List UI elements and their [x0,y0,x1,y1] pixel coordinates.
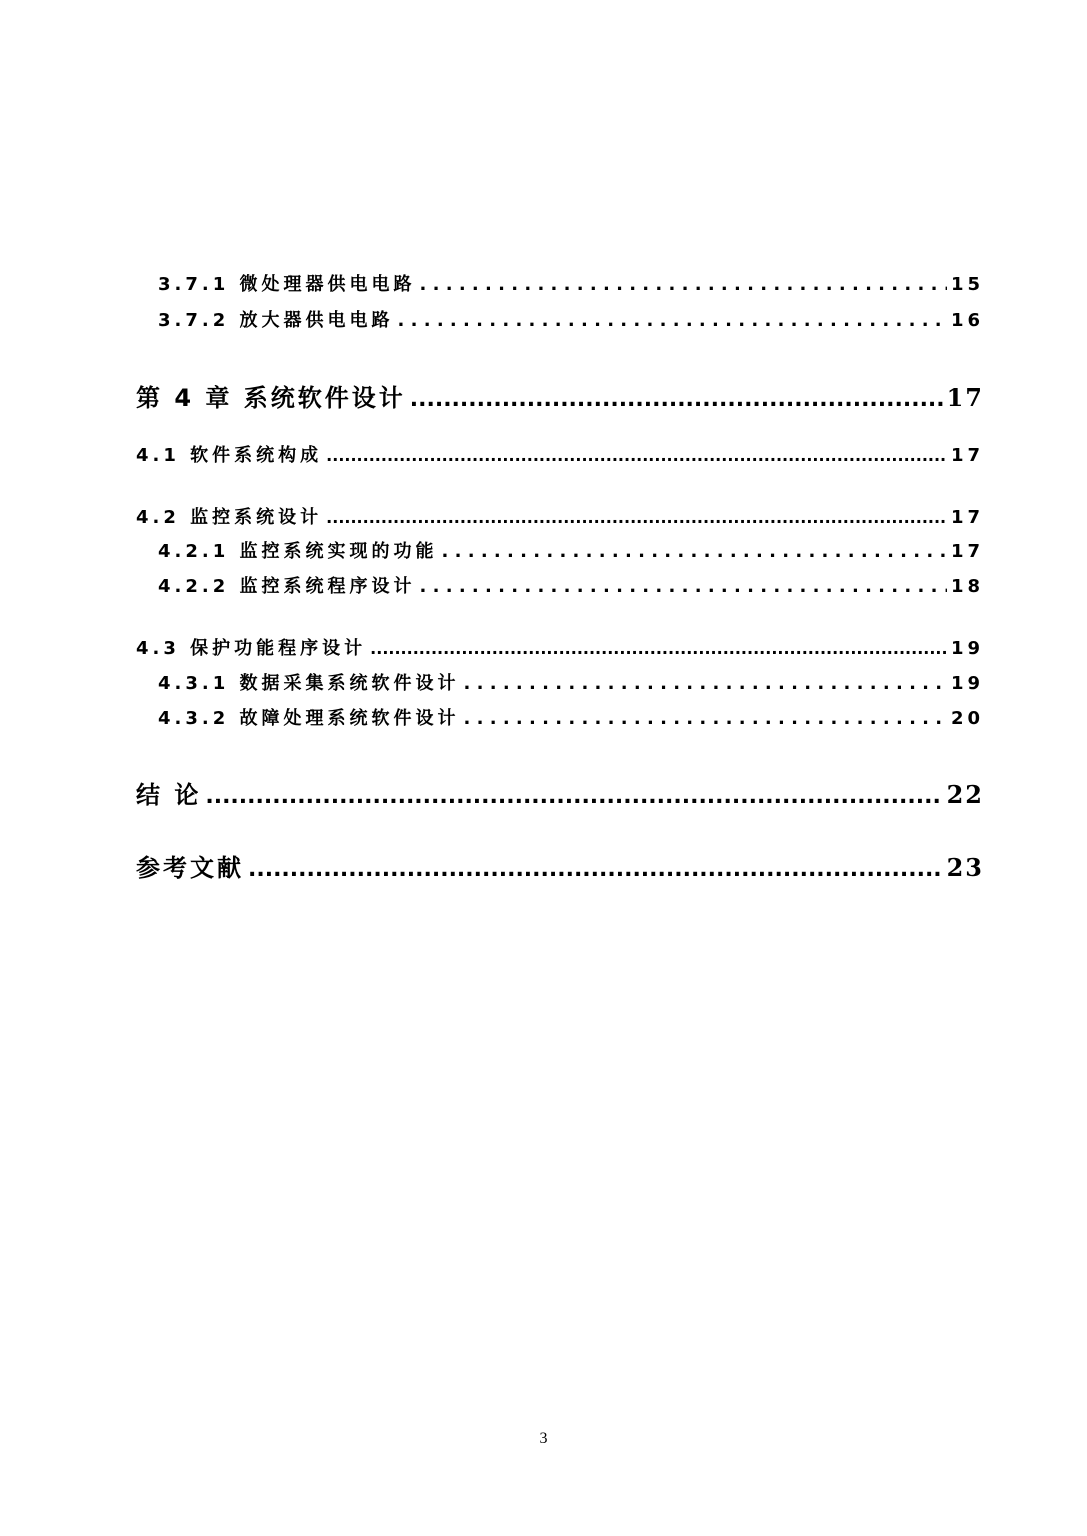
toc-entry-page: 17 [950,541,984,562]
toc-entry-page: 17 [946,383,984,412]
toc-dot-leader [420,576,947,597]
toc-dot-leader [410,387,943,412]
page-number: 3 [539,1430,548,1447]
toc-entry-3-7-1[interactable] [158,270,984,296]
toc-entry-4-1[interactable] [136,441,984,467]
toc-entry-chapter-4[interactable] [136,378,984,413]
toc-dot-leader [326,446,947,465]
toc-entry-page: 18 [950,576,984,597]
toc-dot-leader [248,857,943,882]
toc-entry-page: 15 [950,274,984,295]
toc-entry-label: 3.7.2 放大器供电电路 [158,310,394,331]
toc-entry-4-3-2[interactable] [158,704,984,730]
toc-entry-page: 20 [950,708,984,729]
toc-entry-label: 参考文献 [136,854,244,882]
toc-entry-label: 4.3.2 故障处理系统软件设计 [158,708,460,729]
toc-entry-references[interactable] [136,848,984,883]
toc-entry-4-2-1[interactable] [158,537,984,563]
toc-dot-leader [326,508,947,527]
toc-entry-label: 4.1 软件系统构成 [136,445,323,466]
toc-entry-label: 4.2 监控系统设计 [136,507,323,528]
toc-entry-page: 23 [946,853,984,882]
toc-entry-label: 3.7.1 微处理器供电电路 [158,274,416,295]
toc-entry-conclusion[interactable] [136,775,984,810]
toc-dot-leader [464,673,947,694]
toc-entry-label: 第 4 章 系统软件设计 [136,384,406,412]
toc-entry-4-2[interactable] [136,503,984,529]
toc-entry-page: 17 [950,445,984,466]
toc-dot-leader [398,310,947,331]
toc-entry-label: 结 论 [136,781,202,809]
toc-dot-leader [205,784,942,809]
toc-entry-4-3-1[interactable] [158,669,984,695]
toc-entry-page: 22 [946,780,984,809]
toc-entry-4-3[interactable] [136,634,984,660]
toc-dot-leader [420,274,947,295]
toc-entry-page: 19 [950,673,984,694]
toc-entry-3-7-2[interactable] [158,306,984,332]
toc-entry-page: 19 [950,638,984,659]
toc-entry-page: 17 [950,507,984,528]
toc-entry-4-2-2[interactable] [158,572,984,598]
toc-entry-page: 16 [950,310,984,331]
toc-entry-label: 4.2.2 监控系统程序设计 [158,576,416,597]
toc-entry-label: 4.2.1 监控系统实现的功能 [158,541,438,562]
toc-entry-label: 4.3 保护功能程序设计 [136,638,367,659]
toc-dot-leader [370,639,947,658]
toc-dot-leader [442,541,947,562]
toc-entry-label: 4.3.1 数据采集系统软件设计 [158,673,460,694]
toc-dot-leader [464,708,947,729]
